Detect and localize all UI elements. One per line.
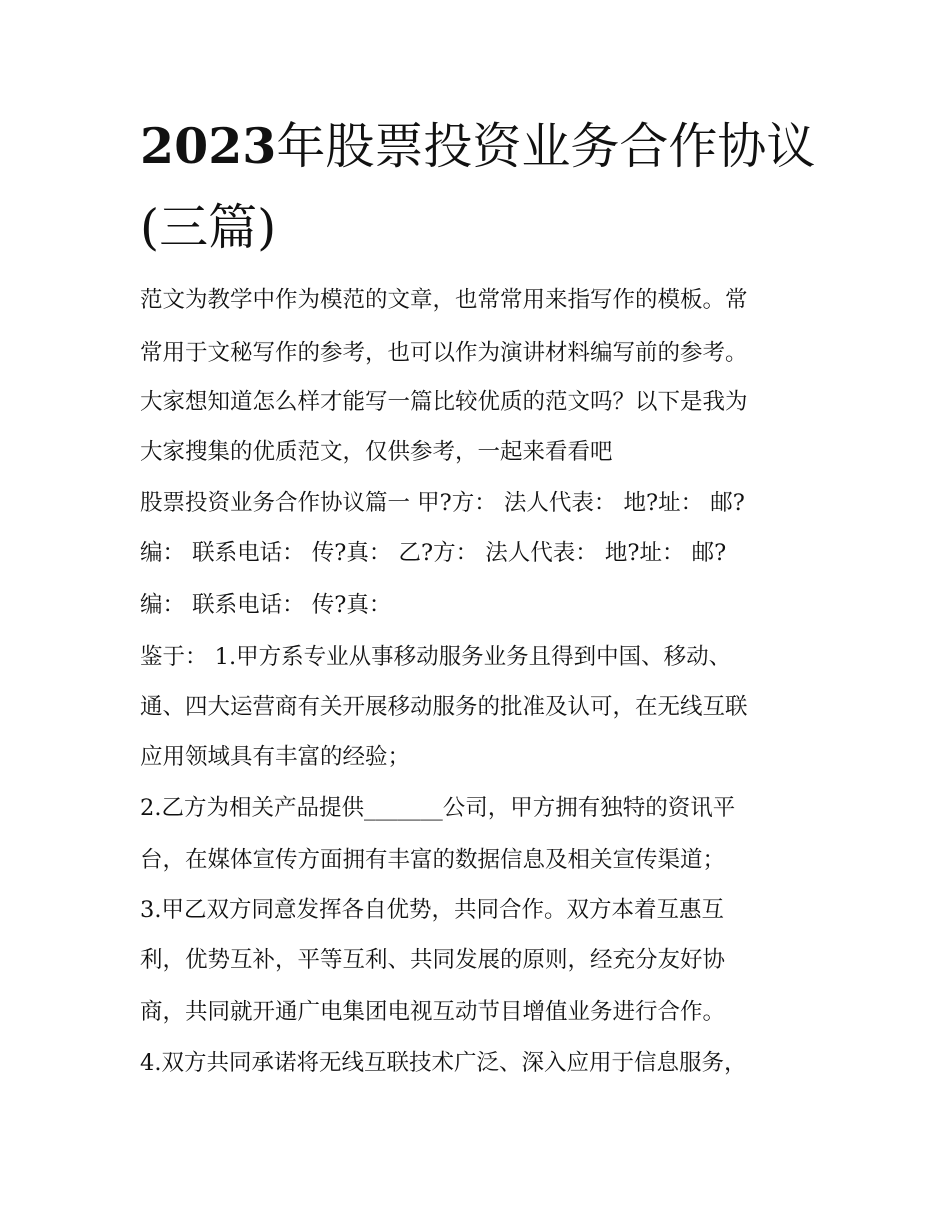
body-line-15: 商，共同就开通广电集团电视互动节目增值业务进行合作。	[140, 999, 726, 1025]
document-title	[140, 118, 820, 175]
body-line-14: 利，优势互补，平等互利、共同发展的原则，经充分友好协	[140, 947, 726, 973]
body-line-5: 股票投资业务合作协议篇一 甲?方： 法人代表： 地?址： 邮?	[140, 490, 745, 516]
body-line-1: 范文为教学中作为模范的文章，也常常用来指写作的模板。常	[140, 287, 748, 313]
body-line-11: 2.乙方为相关产品提供_______公司，甲方拥有独特的资讯平	[140, 795, 736, 821]
title-text: 年股票投资业务合作协议	[276, 118, 816, 175]
body-line-12: 台，在媒体宣传方面拥有丰富的数据信息及相关宣传渠道；	[140, 847, 726, 873]
body-line-13: 3.甲乙双方同意发挥各自优势，共同合作。双方本着互惠互	[140, 897, 724, 923]
body-line-3: 大家想知道怎么样才能写一篇比较优质的范文吗？以下是我为	[140, 389, 748, 415]
body-line-9: 通、四大运营商有关开展移动服务的批准及认可，在无线互联	[140, 694, 748, 720]
body-line-10: 应用领域具有丰富的经验；	[140, 744, 411, 770]
body-line-2: 常用于文秘写作的参考，也可以作为演讲材料编写前的参考。	[140, 340, 748, 366]
body-line-7: 编： 联系电话： 传?真：	[140, 592, 392, 618]
body-line-4: 大家搜集的优质范文，仅供参考，一起来看看吧	[140, 439, 613, 465]
body-line-16: 4.双方共同承诺将无线互联技术广泛、深入应用于信息服务，	[140, 1050, 747, 1076]
body-line-8: 鉴于： 1.甲方系专业从事移动服务业务且得到中国、移动、	[140, 644, 732, 670]
document-title-line-2: (三篇)	[140, 199, 277, 256]
title-year: 2023	[140, 117, 277, 175]
body-line-6: 编： 联系电话： 传?真： 乙?方： 法人代表： 地?址： 邮?	[140, 540, 727, 566]
